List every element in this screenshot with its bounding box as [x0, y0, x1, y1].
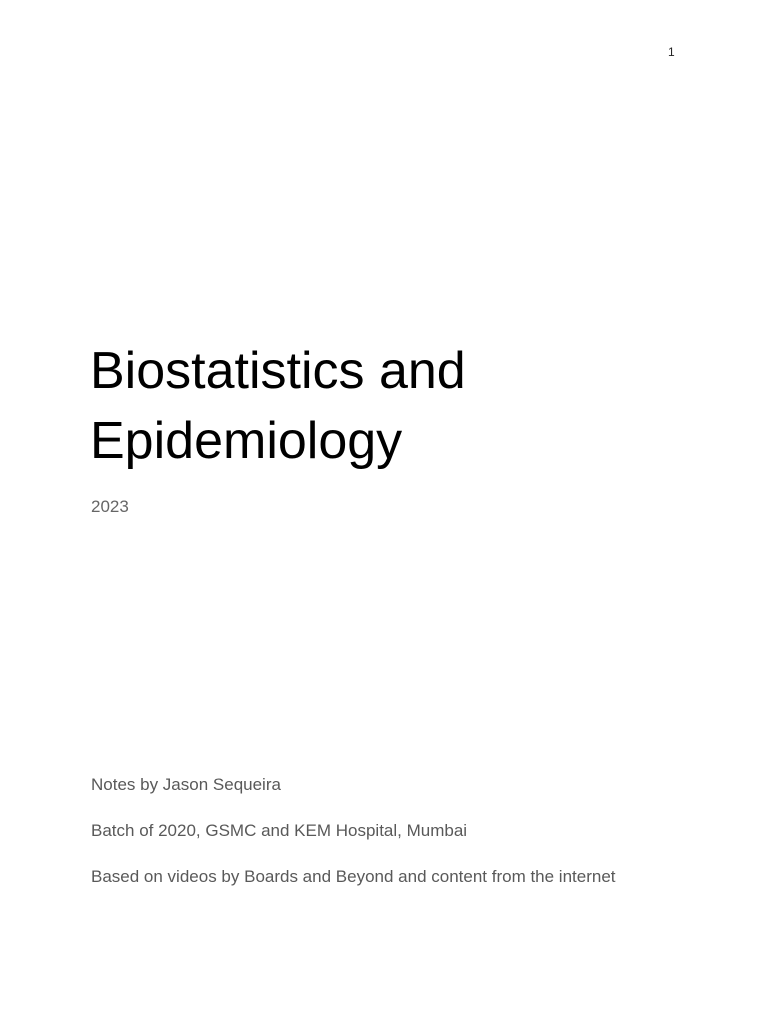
- title-line-2: Epidemiology: [90, 412, 403, 470]
- document-year: 2023: [91, 497, 129, 516]
- page-number: 1: [668, 45, 675, 59]
- credit-batch: Batch of 2020, GSMC and KEM Hospital, Mumbai: [91, 821, 468, 840]
- title-line-1: Biostatistics and: [90, 342, 466, 400]
- document-title: [90, 336, 650, 476]
- credits-block: [91, 773, 616, 911]
- credit-author: Notes by Jason Sequeira: [91, 775, 281, 794]
- credit-source: Based on videos by Boards and Beyond and content from the internet: [91, 867, 616, 886]
